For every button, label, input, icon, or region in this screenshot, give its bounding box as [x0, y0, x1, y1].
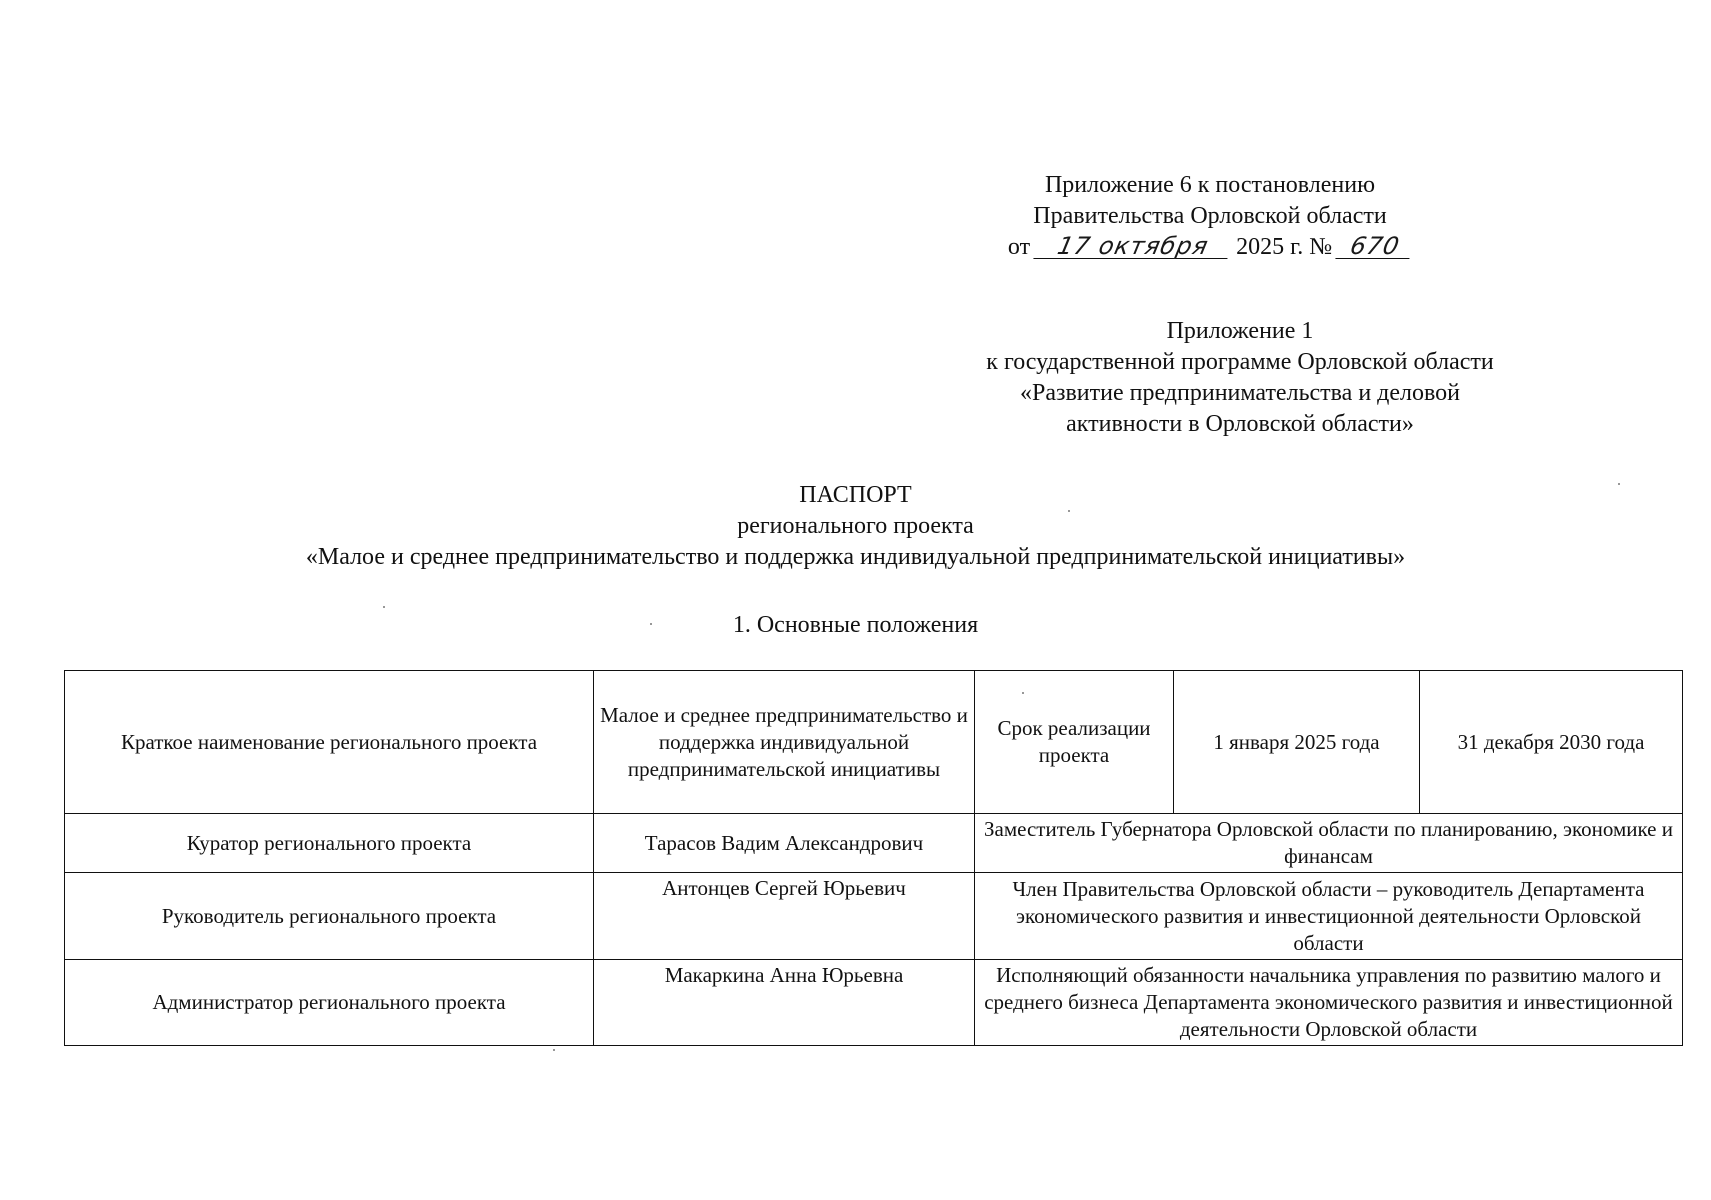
curator-label: Куратор регионального проекта	[65, 814, 594, 873]
table-row	[65, 814, 1683, 873]
scan-speck	[650, 623, 652, 625]
curator-name: Тарасов Вадим Александрович	[594, 814, 975, 873]
short-name-value: Малое и среднее предпринимательство и поддержка индивидуальной предпринимательской инициативы	[594, 671, 975, 814]
section-heading: 1. Основные положения	[732, 612, 979, 638]
table-row	[65, 873, 1683, 960]
head-position: Член Правительства Орловской области – руководитель Департамента экономического развития и инвестиционной деятельности Орловской области	[975, 873, 1683, 960]
passport-title: ПАСПОРТ	[799, 482, 912, 508]
scan-speck	[383, 606, 385, 608]
head-name: Антонцев Сергей Юрьевич	[594, 873, 975, 960]
term-start: 1 января 2025 года	[1174, 671, 1420, 814]
scan-speck	[1022, 692, 1024, 694]
appendix-6-header	[960, 170, 1460, 263]
project-name: «Малое и среднее предпринимательство и поддержка индивидуальной предпринимательской инициативы»	[305, 544, 1406, 570]
handwritten-date: 17 октября	[1033, 234, 1232, 259]
admin-label: Администратор регионального проекта	[65, 960, 594, 1046]
admin-name: Макаркина Анна Юрьевна	[594, 960, 975, 1046]
appendix-1-line-3: «Развитие предпринимательства и деловой	[1019, 380, 1461, 406]
passport-title-block	[0, 480, 1711, 573]
year-text: 2025 г. №	[1236, 234, 1333, 260]
appendix-6-date-line	[960, 232, 1460, 263]
appendix-1-line-4: активности в Орловской области»	[1066, 411, 1414, 437]
short-name-label: Краткое наименование регионального проекта	[65, 671, 594, 814]
appendix-1-header	[880, 316, 1600, 440]
scan-speck	[553, 1049, 555, 1051]
appendix-1-line-2: к государственной программе Орловской области	[986, 349, 1494, 375]
table-row	[65, 671, 1683, 814]
section-title	[0, 610, 1711, 641]
passport-table	[64, 670, 1683, 1046]
scan-speck	[1068, 510, 1070, 512]
passport-subtitle: регионального проекта	[737, 513, 974, 539]
admin-position: Исполняющий обязанности начальника управления по развитию малого и среднего бизнеса Департамента экономического развития и инвестиционной деятельности Орловской области	[975, 960, 1683, 1046]
scan-speck	[1618, 483, 1620, 485]
appendix-1-line-1: Приложение 1	[1166, 318, 1314, 344]
term-end: 31 декабря 2030 года	[1420, 671, 1683, 814]
term-label: Срок реализации проекта	[975, 671, 1174, 814]
head-label: Руководитель регионального проекта	[65, 873, 594, 960]
appendix-6-line-2: Правительства Орловской области	[1033, 203, 1387, 229]
handwritten-number: 670	[1335, 234, 1414, 259]
date-prefix: от	[1007, 234, 1031, 260]
curator-position: Заместитель Губернатора Орловской области по планированию, экономике и финансам	[975, 814, 1683, 873]
table-row	[65, 960, 1683, 1046]
appendix-6-line-1: Приложение 6 к постановлению	[1044, 172, 1376, 198]
